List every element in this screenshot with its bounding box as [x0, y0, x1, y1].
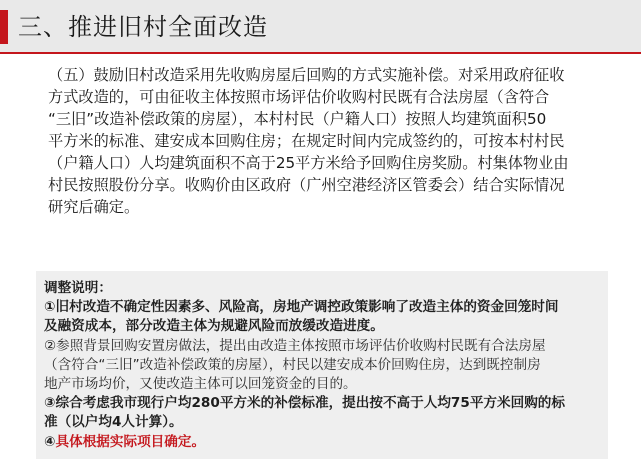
note-item-4-highlight: 具体根据实际项目确定。 — [55, 433, 206, 450]
adjustment-note-box — [36, 271, 608, 459]
title-divider — [0, 52, 641, 54]
note-item-4 — [44, 433, 604, 452]
note-item-4-marker: ④ — [44, 433, 56, 450]
note-item-1-line: ①旧村改造不确定性因素多、风险高，房地产调控政策影响了改造主体的资金回笼时间 — [44, 299, 559, 316]
note-heading: 调整说明： — [44, 280, 112, 296]
note-item-2-line: 地产市场均价，又使改造主体可以回笼资金的目的。 — [44, 376, 357, 393]
adjustment-note-content — [44, 279, 604, 452]
note-item-2-line: （含符合“三旧”改造补偿政策的房屋），村民以建安成本价回购住房，达到既控制房 — [44, 356, 541, 373]
title-accent-bar — [0, 10, 8, 44]
paragraph-line: （户籍人口）人均建筑面积不高于25平方米给予回购住房奖励。村集体物业由 — [48, 154, 569, 172]
paragraph-line: （五）鼓励旧村改造采用先收购房屋后回购的方式实施补偿。对采用政府征收 — [48, 66, 565, 84]
policy-paragraph — [48, 64, 608, 218]
page-title: 三、推进旧村全面改造 — [18, 13, 268, 41]
paragraph-line: 研究后确定。 — [48, 198, 140, 216]
paragraph-line: “三旧”改造补偿政策的房屋），本村村民（户籍人口）按照人均建筑面积50 — [48, 110, 547, 128]
paragraph-line: 方式改造的，可由征收主体按照市场评估价收购村民既有合法房屋（含符合 — [48, 88, 550, 106]
paragraph-line: 村民按照股份分享。收购价由区政府（广州空港经济区管委会）结合实际情况 — [48, 176, 565, 194]
paragraph-line: 平方米的标准、建安成本回购住房；在规定时间内完成签约的，可按本村村民 — [48, 132, 565, 150]
note-item-3-line: ③综合考虑我市现行户均280平方米的补偿标准，提出按不高于人均75平方米回购的标 — [44, 395, 565, 412]
note-item-3-line: 准（以户均4人计算）。 — [44, 414, 183, 431]
note-item-1-line: 及融资成本，部分改造主体为规避风险而放缓改造进度。 — [44, 318, 384, 335]
note-item-2-line: ②参照背景回购安置房做法，提出由改造主体按照市场评估价收购村民既有合法房屋 — [44, 337, 546, 354]
